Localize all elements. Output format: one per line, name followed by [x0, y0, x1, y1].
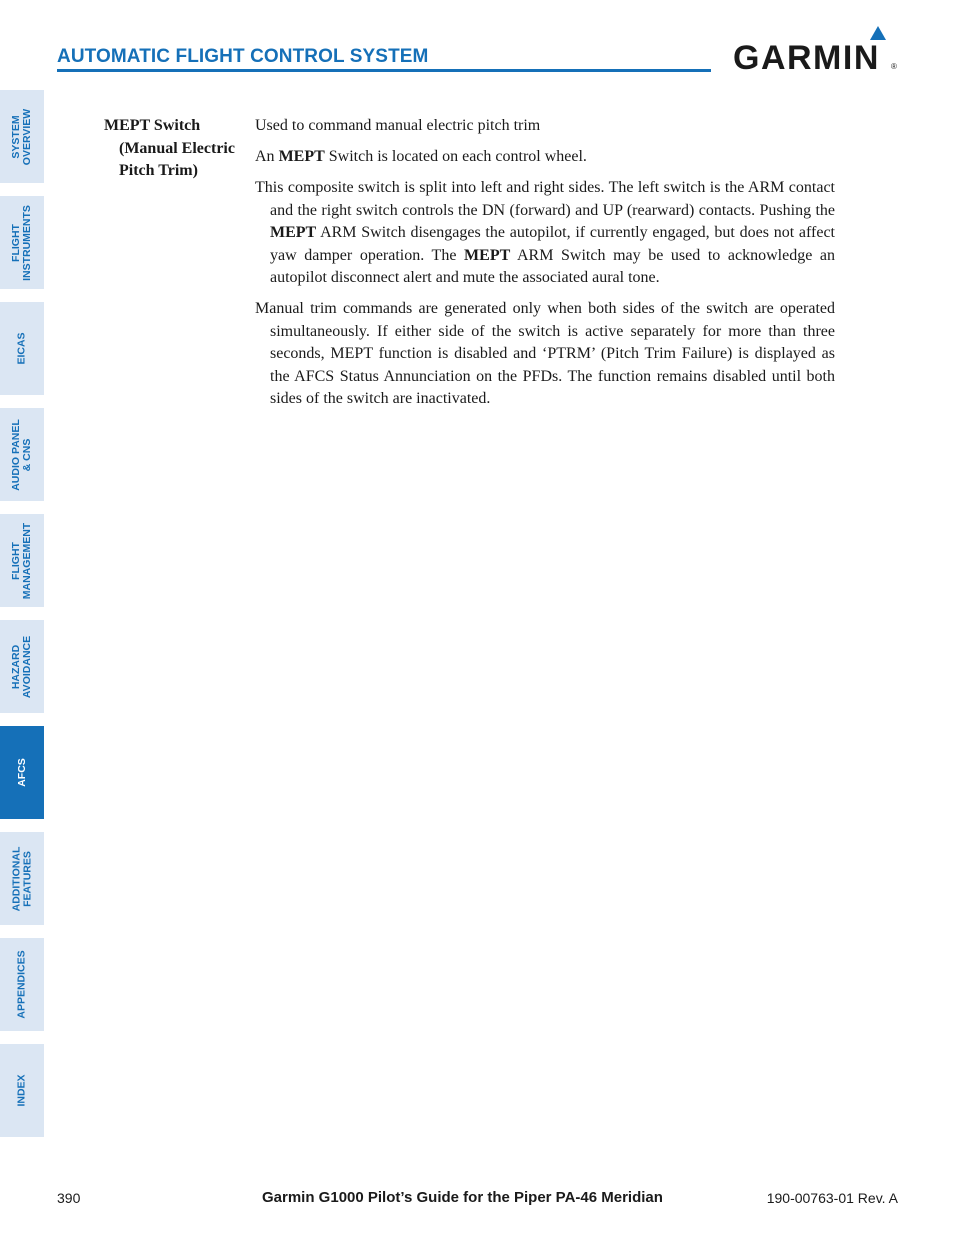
logo-registered-mark: ®	[891, 62, 897, 71]
tab-afcs[interactable]	[0, 726, 44, 819]
term-line: Pitch Trim)	[119, 162, 198, 179]
tab-label: EICAS	[15, 332, 28, 365]
tab-system-overview[interactable]	[0, 90, 44, 183]
logo-text: GARMIN	[733, 39, 880, 77]
page-number: 390	[57, 1190, 81, 1206]
tab-index[interactable]	[0, 1044, 44, 1137]
tab-label: APPENDICES	[15, 950, 28, 1019]
control-description	[255, 115, 835, 419]
tab-hazard-avoidance[interactable]	[0, 620, 44, 713]
description-paragraph: Manual trim commands are generated only when both sides of the switch are operated simultaneously. If either side of the switch is active separately for more than three seconds, MEPT function is disabled and ‘PTRM’ (Pitch Trim Failure) is displayed as the AFCS Status Annunciation on the PFDs. The function remains disabled until both sides of the switch are inactivated.	[255, 300, 835, 407]
tab-eicas[interactable]	[0, 302, 44, 395]
tab-label: INDEX	[15, 1074, 28, 1107]
tab-additional-features[interactable]	[0, 832, 44, 925]
tab-label: HAZARD AVOIDANCE	[10, 635, 34, 698]
tab-label: ADDITIONAL FEATURES	[10, 846, 33, 911]
tab-label: FLIGHT INSTRUMENTS	[10, 204, 33, 281]
tab-label: SYSTEM OVERVIEW	[10, 108, 33, 165]
tab-label: AUDIO PANEL & CNS	[10, 418, 33, 491]
document-number: 190-00763-01 Rev. A	[766, 1190, 898, 1206]
tab-label: FLIGHT MANAGEMENT	[10, 522, 34, 599]
tab-audio-panel-cns[interactable]	[0, 408, 44, 501]
description-paragraph: This composite switch is split into left and right sides. The left switch is the ARM contact and the right switch controls the DN (forward) and UP (rearward) contacts. Pushing the MEPT ARM Switch disengages the autopilot, if currently engaged, but does not affect yaw damper operation. The MEPT ARM Switch may be used to acknowledge an autopilot disconnect alert and mute the associated aural tone.	[255, 179, 836, 286]
term-line: (Manual Electric	[119, 139, 235, 157]
tab-flight-management[interactable]	[0, 514, 44, 607]
garmin-logo	[733, 26, 899, 76]
description-paragraph: An MEPT Switch is located on each control wheel.	[255, 148, 587, 165]
section-title: AUTOMATIC FLIGHT CONTROL SYSTEM	[57, 46, 429, 67]
control-term	[104, 115, 249, 183]
footer-title: Garmin G1000 Pilot’s Guide for the Piper PA-46 Meridian	[262, 1189, 663, 1206]
tab-appendices[interactable]	[0, 938, 44, 1031]
header-rule	[57, 69, 711, 72]
term-line: MEPT Switch	[104, 117, 201, 134]
description-paragraph: Used to command manual electric pitch trim	[255, 117, 541, 134]
tab-label: AFCS	[15, 758, 28, 787]
tab-flight-instruments[interactable]	[0, 196, 44, 289]
